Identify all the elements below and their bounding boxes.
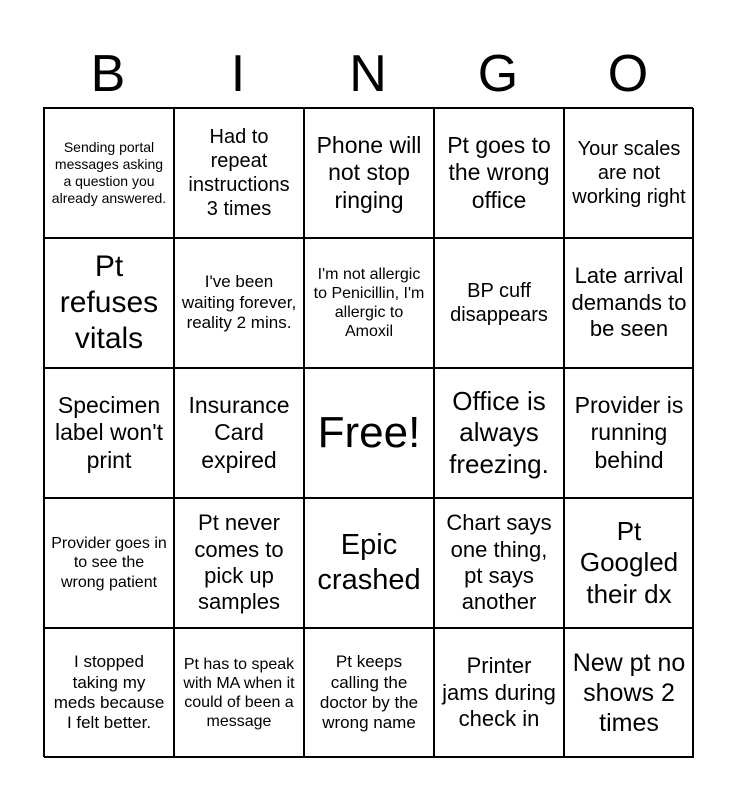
bingo-cell-r1c1[interactable] bbox=[44, 108, 174, 238]
bingo-cell-r5c2[interactable] bbox=[174, 628, 304, 758]
bingo-cell-r1c4[interactable] bbox=[434, 108, 564, 238]
cell-text: I'm not allergic to Penicillin, I'm allergic to Amoxil bbox=[313, 265, 425, 341]
header-letter-i: I bbox=[230, 45, 246, 103]
bingo-cell-r2c4[interactable] bbox=[434, 238, 564, 368]
bingo-cell-r5c5[interactable] bbox=[564, 628, 694, 758]
cell-text: Provider is running behind bbox=[574, 391, 684, 473]
bingo-header bbox=[43, 40, 693, 108]
cell-text: Office is always freezing. bbox=[449, 386, 549, 479]
bingo-cell-r5c1[interactable] bbox=[44, 628, 174, 758]
cell-text: Insurance Card expired bbox=[188, 391, 290, 473]
cell-text: Pt goes to the wrong office bbox=[447, 131, 551, 213]
cell-text: Late arrival demands to be seen bbox=[571, 263, 687, 342]
cell-text: Printer jams during check in bbox=[442, 653, 556, 732]
bingo-cell-r3c4[interactable] bbox=[434, 368, 564, 498]
cell-text: Your scales are not working right bbox=[572, 138, 686, 208]
cell-text: Provider goes in to see the wrong patient bbox=[51, 535, 167, 591]
bingo-cell-r3c5[interactable] bbox=[564, 368, 694, 498]
bingo-cell-r2c1[interactable] bbox=[44, 238, 174, 368]
cell-text: Chart says one thing, pt says another bbox=[446, 510, 552, 615]
cell-text: Pt never comes to pick up samples bbox=[194, 510, 284, 615]
bingo-cell-r5c3[interactable] bbox=[304, 628, 434, 758]
bingo-cell-r3c2[interactable] bbox=[174, 368, 304, 498]
bingo-cell-r1c2[interactable] bbox=[174, 108, 304, 238]
header-letter-n: N bbox=[349, 45, 387, 103]
bingo-cell-r4c5[interactable] bbox=[564, 498, 694, 628]
cell-text: BP cuff disappears bbox=[450, 280, 548, 326]
header-letter-o: O bbox=[607, 45, 649, 103]
bingo-cell-r1c3[interactable] bbox=[304, 108, 434, 238]
bingo-cell-r4c3[interactable] bbox=[304, 498, 434, 628]
bingo-cell-r2c5[interactable] bbox=[564, 238, 694, 368]
cell-text: Phone will not stop ringing bbox=[316, 131, 422, 213]
cell-text: Pt keeps calling the doctor by the wrong name bbox=[319, 652, 419, 733]
bingo-cell-r3c1[interactable] bbox=[44, 368, 174, 498]
bingo-board bbox=[43, 107, 693, 757]
bingo-cell-r2c2[interactable] bbox=[174, 238, 304, 368]
cell-text: I stopped taking my meds because I felt better. bbox=[53, 652, 165, 733]
cell-text: Pt has to speak with MA when it could of been a message bbox=[183, 655, 295, 731]
cell-text: I've been waiting forever, reality 2 mins. bbox=[181, 272, 297, 333]
cell-text: Pt refuses vitals bbox=[59, 250, 159, 355]
bingo-cell-r4c4[interactable] bbox=[434, 498, 564, 628]
cell-text: Sending portal messages asking a question you already answered. bbox=[51, 139, 167, 206]
cell-text: Epic crashed bbox=[317, 529, 421, 596]
bingo-cell-r2c3[interactable] bbox=[304, 238, 434, 368]
bingo-cell-r4c1[interactable] bbox=[44, 498, 174, 628]
free-space-text: Free! bbox=[317, 407, 421, 457]
bingo-cell-r1c5[interactable] bbox=[564, 108, 694, 238]
header-letter-g: G bbox=[477, 45, 519, 103]
bingo-cell-free[interactable] bbox=[304, 368, 434, 498]
cell-text: Had to repeat instructions 3 times bbox=[188, 126, 290, 220]
cell-text: Specimen label won't print bbox=[55, 391, 163, 473]
cell-text: New pt no shows 2 times bbox=[572, 649, 686, 737]
bingo-cell-r5c4[interactable] bbox=[434, 628, 564, 758]
bingo-cell-r4c2[interactable] bbox=[174, 498, 304, 628]
cell-text: Pt Googled their dx bbox=[579, 516, 679, 609]
header-letter-b: B bbox=[90, 45, 126, 103]
